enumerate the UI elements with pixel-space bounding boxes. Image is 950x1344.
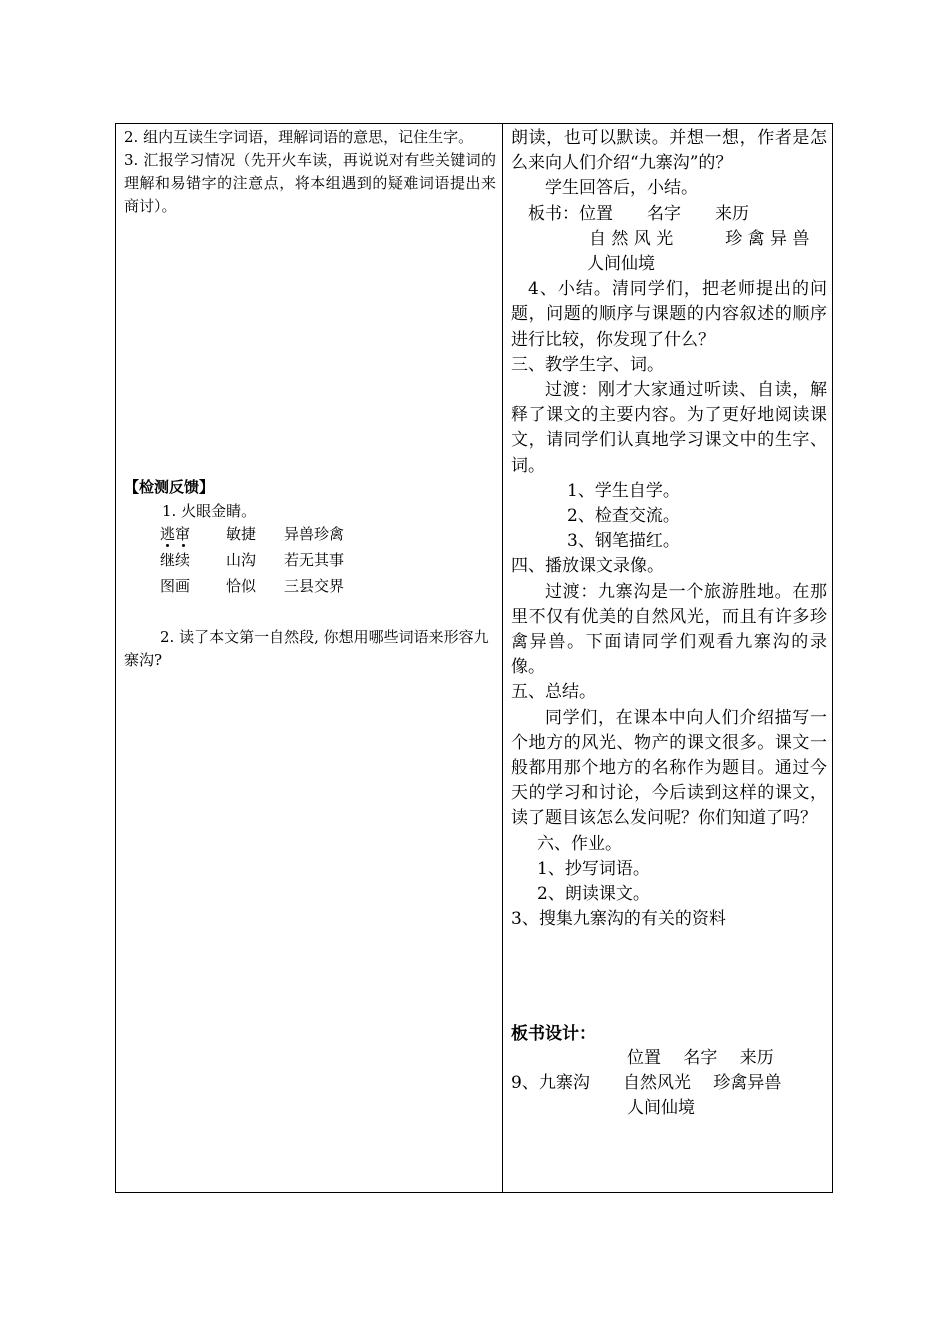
step-item: 2、检查交流。 [567,506,680,527]
board-design-row-1: 位置 名字 来历 [627,1048,774,1068]
word-cell: 逃窜 [160,525,191,543]
step-item: 1、学生自学。 [567,480,680,501]
word-row [160,521,344,547]
section-4-heading: 四、播放课文录像。 [511,556,664,577]
word-cell: 图画 [160,577,191,595]
word-cell: 敏捷 [226,525,257,543]
word-cell: 继续 [160,551,191,569]
board-design-row-2: 自然风光 珍禽异兽 [623,1073,782,1093]
board-row-2 [511,227,827,252]
step-item: 3、钢笔描红。 [567,531,680,552]
question-1: 1. 火眼金睛。 [162,502,257,520]
word-row [160,573,344,599]
homework-item: 3、搜集九寨沟的有关的资料 [511,909,726,930]
right-paragraph-1: 朗读，也可以默读。并想一想，作者是怎么来向人们介绍“九寨沟”的？ [511,128,827,174]
section-3-heading: 三、教学生字、词。 [511,354,664,375]
lesson-plan-table [115,123,833,1193]
homework-item: 1、抄写词语。 [537,858,650,879]
left-paragraph-1: 2. 组内互读生字词语，理解词语的意思，记住生字。 [124,128,474,146]
emphasis-dot [166,544,169,547]
word-cell: 山沟 [226,551,257,569]
word-cell: 若无其事 [284,551,345,569]
right-column [503,124,833,1192]
question-2: 2. 读了本文第一自然段, 你想用哪些词语来形容九寨沟? [124,628,489,669]
board-row-1: 板书：位置 名字 来历 [528,203,749,224]
section-6-heading: 六、作业。 [537,833,622,854]
right-paragraph-5: 过渡：九寨沟是一个旅游胜地。在那里不仅有优美的自然风光，而且有许多珍禽异兽。下面请同学们观看九寨沟的录像。 [511,581,827,678]
left-column [116,124,502,1192]
section-5-heading: 五、总结。 [511,682,596,703]
board-item: 自 然 风 光 [589,228,674,249]
word-row [160,547,344,573]
right-paragraph-2: 学生回答后，小结。 [545,178,698,199]
word-cell: 异兽珍禽 [284,525,345,543]
board-design-row-3: 人间仙境 [627,1098,695,1118]
feedback-heading: 【检测反馈】 [124,478,215,496]
right-paragraph-6: 同学们，在课本中向人们介绍描写一个地方的风光、物产的课文很多。课文一般都用那个地方的名称作为题目。通过今天的学习和讨论，今后读到这样的课文，读了题目该怎么发问呢？你们知道了吗？ [511,707,827,829]
board-design-title: 9、九寨沟 [511,1073,590,1093]
right-paragraph-3: 4、小结。清同学们，把老师提出的问题，问题的顺序与课题的内容叙述的顺序进行比较，你发现了什么？ [511,279,827,350]
word-list [160,521,344,599]
board-design-heading: 板书设计： [511,1024,596,1044]
board-row-3: 人间仙境 [587,254,655,275]
word-cell: 恰似 [226,577,257,595]
left-paragraph-2: 3. 汇报学习情况（先开火车读，再说说对有些关键词的理解和易错字的注意点，将本组遇到的疑难词语提出来商讨）。 [124,151,496,215]
homework-item: 2、朗读课文。 [537,884,650,905]
emphasis-dot [182,544,185,547]
right-paragraph-4: 过渡：刚才大家通过听读、自读，解释了课文的主要内容。为了更好地阅读课文，请同学们认真地学习课文中的生字、词。 [511,380,827,476]
board-item: 珍 禽 异 兽 [725,228,810,249]
word-cell: 三县交界 [284,577,345,595]
